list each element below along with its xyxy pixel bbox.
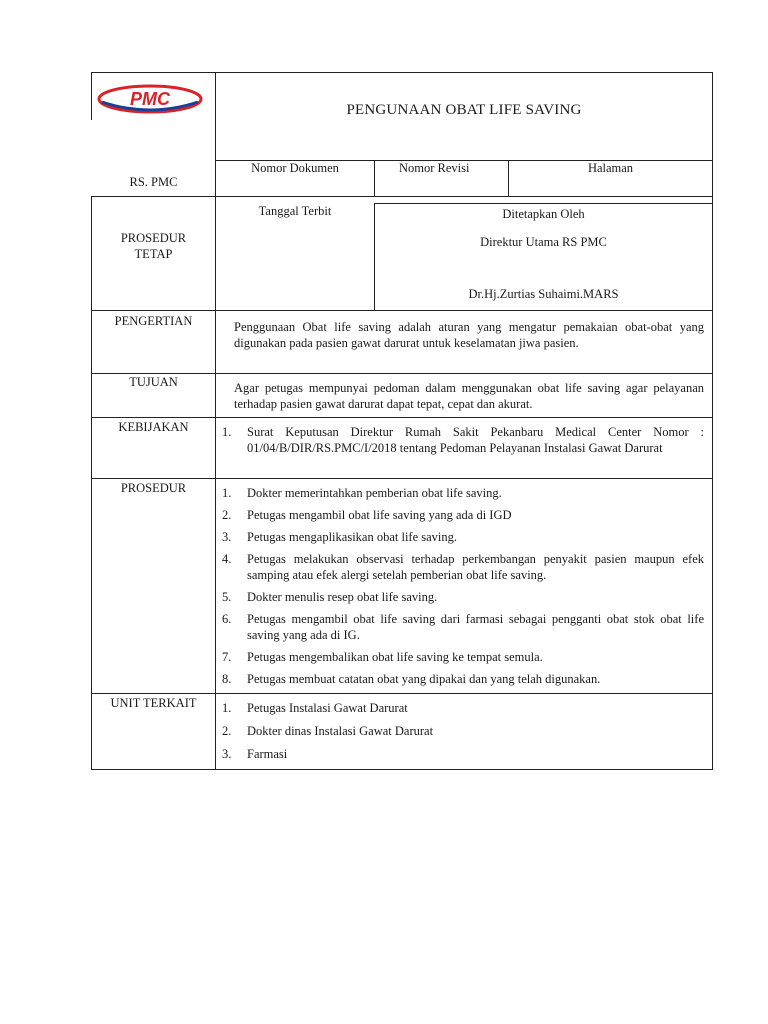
list-number: 5. <box>222 590 232 604</box>
list-number: 4. <box>222 552 232 566</box>
nomor-dokumen-label: Nomor Dokumen <box>251 161 339 175</box>
list-text: Dokter dinas Instalasi Gawat Darurat <box>247 724 434 738</box>
prosedur-tetap-label <box>92 230 215 262</box>
halaman-label: Halaman <box>587 161 634 175</box>
list-item <box>222 700 704 716</box>
unit-terkait-list <box>222 700 704 762</box>
pengertian-text: Penggunaan Obat life saving adalah aturan yang mengatur pemakaian obat-obat yang digunakan pada pasien gawat darurat untuk keselamatan jiwa pasien. <box>234 320 704 350</box>
list-item <box>222 723 704 739</box>
list-item <box>222 671 704 687</box>
ditetapkan-oleh: Ditetapkan Oleh <box>502 207 585 221</box>
svg-text:PMC: PMC <box>130 89 170 109</box>
list-text: Petugas mengambil obat life saving dari farmasi sebagai pengganti obat stok obat life saving yang ada di IG. <box>247 612 704 642</box>
pengertian-label: PENGERTIAN <box>114 314 193 328</box>
list-text: Petugas mengaplikasikan obat life saving. <box>247 530 458 544</box>
list-number: 7. <box>222 650 232 664</box>
tujuan-label: TUJUAN <box>129 375 178 389</box>
list-item <box>222 649 704 665</box>
list-text: Surat Keputusan Direktur Rumah Sakit Pekanbaru Medical Center Nomor : 01/04/B/DIR/RS.PMC/I/2018 tentang Pedoman Pelayanan Instalasi Gawat Darurat <box>247 425 704 455</box>
list-text: Farmasi <box>247 747 288 761</box>
prosedur-tetap-line1: PROSEDUR <box>120 231 187 245</box>
list-text: Petugas mengambil obat life saving yang ada di IGD <box>247 508 512 522</box>
list-text: Petugas melakukan observasi terhadap perkembangan penyakit pasien maupun efek samping atau efek alergi setelah pemberian obat life saving. <box>247 552 704 582</box>
list-text: Dokter menulis resep obat life saving. <box>247 590 438 604</box>
prosedur-label: PROSEDUR <box>120 481 187 495</box>
list-number: 6. <box>222 612 232 626</box>
list-number: 1. <box>222 701 232 715</box>
pmc-logo-mark <box>96 82 204 116</box>
list-item <box>222 611 704 643</box>
tanggal-terbit-label: Tanggal Terbit <box>258 204 332 218</box>
list-number: 3. <box>222 530 232 544</box>
list-text: Petugas Instalasi Gawat Darurat <box>247 701 408 715</box>
list-item <box>222 485 704 501</box>
hospital-name: RS. PMC <box>129 175 178 189</box>
list-number: 1. <box>222 486 232 500</box>
list-item <box>222 529 704 545</box>
nomor-revisi-label: Nomor Revisi <box>399 161 470 175</box>
list-number: 1. <box>222 425 232 439</box>
document-title: PENGUNAAN OBAT LIFE SAVING <box>346 102 582 118</box>
list-number: 8. <box>222 672 232 686</box>
list-item <box>222 589 704 605</box>
list-number: 3. <box>222 747 232 761</box>
list-item <box>222 746 704 762</box>
kebijakan-label: KEBIJAKAN <box>118 420 189 434</box>
list-text: Petugas membuat catatan obat yang dipakai dan yang telah digunakan. <box>247 672 601 686</box>
list-item <box>222 424 704 456</box>
list-text: Dokter memerintahkan pemberian obat life saving. <box>247 486 502 500</box>
list-number: 2. <box>222 508 232 522</box>
list-item <box>222 507 704 523</box>
prosedur-list <box>222 485 704 687</box>
unit-terkait-label: UNIT TERKAIT <box>110 696 197 710</box>
list-item <box>222 551 704 583</box>
signatory-name: Dr.Hj.Zurtias Suhaimi.MARS <box>468 287 619 301</box>
direktur-title: Direktur Utama RS PMC <box>480 235 607 249</box>
list-number: 2. <box>222 724 232 738</box>
prosedur-tetap-line2: TETAP <box>134 247 173 261</box>
pmc-logo <box>96 82 204 116</box>
list-text: Petugas mengembalikan obat life saving ke tempat semula. <box>247 650 543 664</box>
tujuan-text: Agar petugas mempunyai pedoman dalam menggunakan obat life saving agar pelayanan terhadap pasien gawat darurat dapat tepat, cepat dan akurat. <box>234 381 704 411</box>
kebijakan-list <box>222 424 704 456</box>
